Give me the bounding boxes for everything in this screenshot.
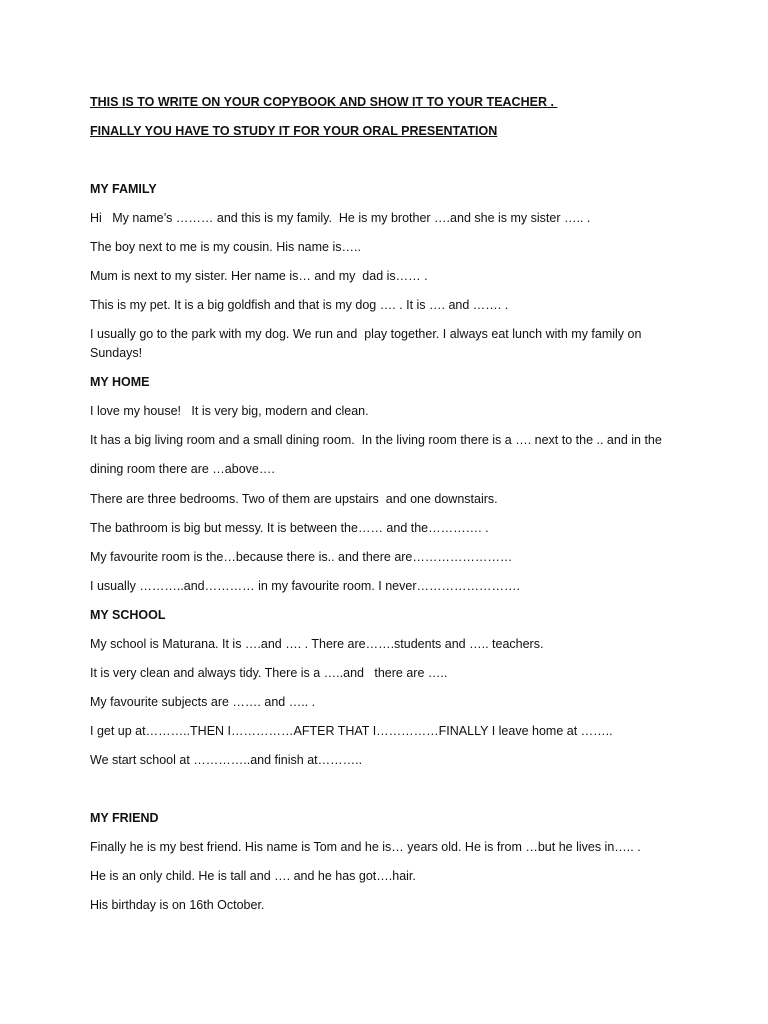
instruction-oral-presentation: FINALLY YOU HAVE TO STUDY IT FOR YOUR ORAL PRESENTATION	[90, 124, 498, 138]
friend-line: His birthday is on 16th October.	[90, 898, 265, 912]
heading-my-school: MY SCHOOL	[90, 608, 166, 622]
heading-my-home: MY HOME	[90, 375, 150, 389]
family-line: Sundays!	[90, 346, 143, 360]
home-line: I usually ………..and………… in my favourite room. I never…………………….	[90, 579, 520, 593]
heading-my-family: MY FAMILY	[90, 182, 157, 196]
instruction-copybook: THIS IS TO WRITE ON YOUR COPYBOOK AND SHOW IT TO YOUR TEACHER .	[90, 95, 558, 109]
school-line: It is very clean and always tidy. There is a …..and there are …..	[90, 666, 448, 680]
home-line: It has a big living room and a small dining room. In the living room there is a …. next to the .. and in the	[90, 433, 662, 447]
home-line: My favourite room is the…because there is.. and there are……………………	[90, 550, 513, 564]
family-line: This is my pet. It is a big goldfish and that is my dog …. . It is …. and ……. .	[90, 298, 509, 312]
school-line: My favourite subjects are ……. and ….. .	[90, 695, 316, 709]
home-line: There are three bedrooms. Two of them are upstairs and one downstairs.	[90, 492, 498, 506]
home-line: dining room there are …above….	[90, 462, 275, 476]
family-line: Mum is next to my sister. Her name is… and my dad is…… .	[90, 269, 428, 283]
school-line: My school is Maturana. It is ….and …. . There are…….students and ….. teachers.	[90, 637, 544, 651]
friend-line: Finally he is my best friend. His name is Tom and he is… years old. He is from …but he lives in….. .	[90, 840, 641, 854]
family-line: Hi My name’s ……… and this is my family. He is my brother ….and she is my sister ….. .	[90, 211, 591, 225]
home-line: The bathroom is big but messy. It is between the…… and the…………. .	[90, 521, 489, 535]
family-line: The boy next to me is my cousin. His name is…..	[90, 240, 361, 254]
home-line: I love my house! It is very big, modern and clean.	[90, 404, 369, 418]
friend-line: He is an only child. He is tall and …. and he has got….hair.	[90, 869, 416, 883]
heading-my-friend: MY FRIEND	[90, 811, 159, 825]
school-line: We start school at …………..and finish at………..	[90, 753, 363, 767]
school-line: I get up at………..THEN I……………AFTER THAT I……………FINALLY I leave home at ……..	[90, 724, 613, 738]
family-line: I usually go to the park with my dog. We run and play together. I always eat lunch with my family on	[90, 327, 642, 341]
